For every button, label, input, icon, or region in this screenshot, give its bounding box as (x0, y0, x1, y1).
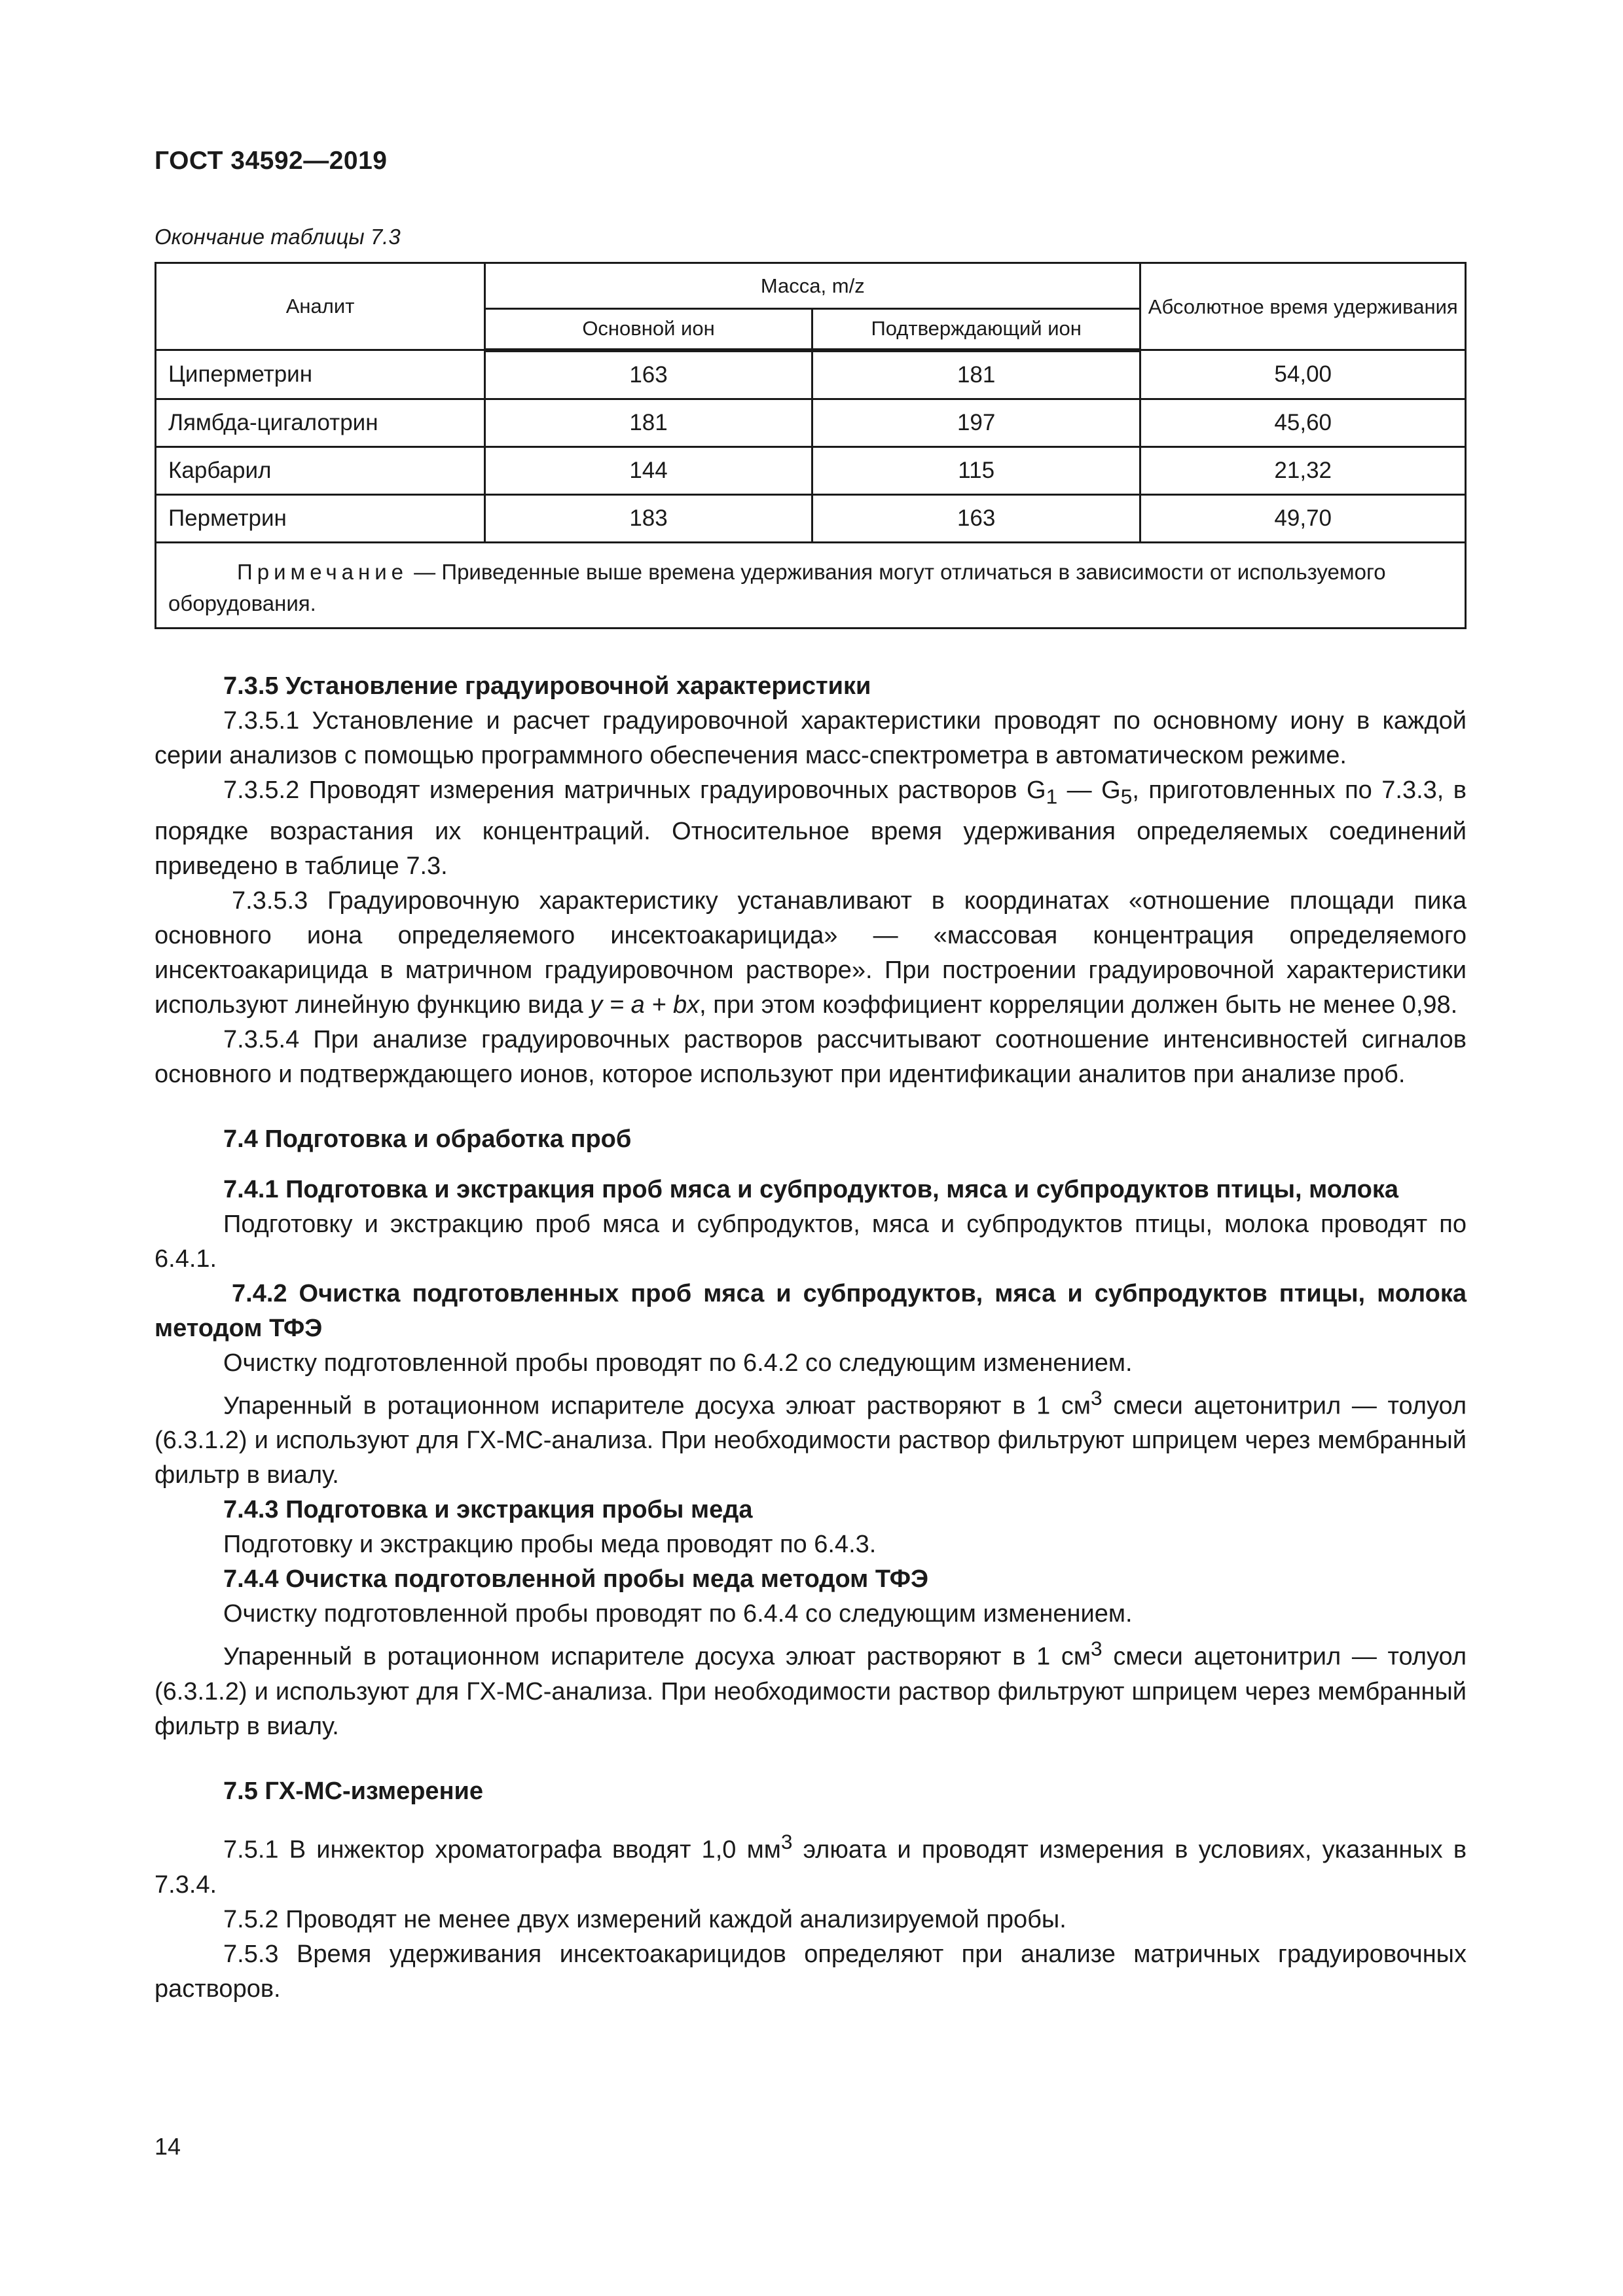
section-7-4-2-title: 7.4.2 Очистка подготовленных проб мяса и субпродуктов, мяса и субпродуктов птицы, молока методом ТФЭ (155, 1279, 1467, 1342)
header-confirm-ion: Подтверждающий ион (812, 309, 1140, 350)
document-body (155, 669, 1467, 2007)
paragraph-7-4-2-2: Упаренный в ротационном испарителе досуха элюат растворяют в 1 $см^3$ смеси ацетонитрил — толуол (6.3.1.2) и используют для ГХ-МС-анализа. При необходимости раствор фильтруют шприцем через мембранный фильтр в виалу. (155, 1385, 1467, 1489)
note-text: — Приведенные выше времена удерживания могут отличаться в зависимости от используемого оборудования. (168, 559, 1386, 615)
section-7-4-4-title: 7.4.4 Очистка подготовленной пробы меда методом ТФЭ (223, 1565, 929, 1594)
cell-confirm-ion: 181 (812, 350, 1140, 399)
paragraph-7-5-2: 7.5.2 Проводят не менее двух измерений каждой анализируемой пробы. (223, 1905, 1067, 1933)
cell-main-ion: 163 (485, 350, 812, 399)
table-row (156, 446, 1466, 494)
paragraph-7-4-4-1: Очистку подготовленной пробы проводят по 6.4.4 со следующим изменением. (223, 1600, 1133, 1628)
note-label: Примечание (237, 559, 409, 584)
cell-confirm-ion: 197 (812, 399, 1140, 446)
cell-analyte: Карбарил (156, 446, 485, 494)
header-analyte: Аналит (156, 263, 485, 350)
section-7-3-5-title: 7.3.5 Установление градуировочной характеристики (223, 672, 871, 700)
paragraph-7-4-2-1: Очистку подготовленной пробы проводят по 6.4.2 со следующим изменением. (223, 1349, 1133, 1377)
paragraph-7-4-1: Подготовку и экстракцию проб мяса и субпродуктов, мяса и субпродуктов птицы, молока проводят по 6.4.1. (155, 1210, 1467, 1273)
cell-analyte: Перметрин (156, 494, 485, 542)
data-table (155, 262, 1467, 629)
section-7-4-title: 7.4 Подготовка и обработка проб (223, 1125, 632, 1153)
page-number: 14 (155, 2133, 181, 2160)
header-main-ion: Основной ион (485, 309, 812, 350)
paragraph-7-4-4-2: Упаренный в ротационном испарителе досуха элюат растворяют в 1 $см^3$ смеси ацетонитрил — толуол (6.3.1.2) и используют для ГХ-МС-анализа. При необходимости раствор фильтруют шприцем через мембранный фильтр в виалу. (155, 1637, 1467, 1740)
paragraph-7-3-5-1: 7.3.5.1 Установление и расчет градуировочной характеристики проводят по основному иону в каждой серии анализов с помощью программного обеспечения масс-спектрометра в автоматическом режиме. (155, 707, 1467, 769)
paragraph-7-4-3: Подготовку и экстракцию пробы меда проводят по 6.4.3. (223, 1531, 877, 1559)
paragraph-7-3-5-3: 7.3.5.3 Градуировочную характеристику устанавливают в координатах «отношение площади пика основного иона определяемого инсектоакарицида» — «массовая концентрация определяемого инсектоакарицида в матричном градуировочном растворе». При построении градуировочной характеристики используют линейную функцию вида y = a + bx, при этом коэффициент корреляции должен быть не менее 0,98. (155, 886, 1467, 1019)
table-row (156, 350, 1466, 399)
cell-confirm-ion: 115 (812, 446, 1140, 494)
cell-confirm-ion: 163 (812, 494, 1140, 542)
formula: y = a + bx (590, 991, 700, 1019)
table-note (156, 542, 1466, 628)
cell-main-ion: 144 (485, 446, 812, 494)
document-header: ГОСТ 34592—2019 (155, 147, 388, 175)
cell-abs-time: 21,32 (1140, 446, 1466, 494)
paragraph-7-5-1: 7.5.1 В инжектор хроматографа вводят 1,0 $мм^3$ элюата и проводят измерения в условиях, указанных в 7.3.4. (155, 1829, 1467, 1899)
cell-main-ion: 181 (485, 399, 812, 446)
cell-analyte: Циперметрин (156, 350, 485, 399)
paragraph-7-3-5-4: 7.3.5.4 При анализе градуировочных растворов рассчитывают соотношение интенсивностей сигналов основного и подтверждающего ионов, которое используют при идентификации аналитов при анализе проб. (155, 1025, 1467, 1088)
cell-analyte: Лямбда-цигалотрин (156, 399, 485, 446)
cell-main-ion: 183 (485, 494, 812, 542)
table-row (156, 399, 1466, 446)
cell-abs-time: 45,60 (1140, 399, 1466, 446)
section-7-4-3-title: 7.4.3 Подготовка и экстракция пробы меда (223, 1496, 753, 1524)
paragraph-7-3-5-2: 7.3.5.2 Проводят измерения матричных градуировочных растворов $G_1$ — $G_5$, приготовленных по 7.3.3, в порядке возрастания их концентраций. Относительное время удерживания определяемых соединений приведено в таблице 7.3. (155, 776, 1467, 880)
section-7-4-1-title: 7.4.1 Подготовка и экстракция проб мяса и субпродуктов, мяса и субпродуктов птицы, молока (223, 1175, 1399, 1203)
paragraph-7-5-3: 7.5.3 Время удерживания инсектоакарицидов определяют при анализе матричных градуировочных растворов. (155, 1940, 1467, 2003)
section-7-5-title: 7.5 ГХ-МС-измерение (223, 1777, 484, 1805)
cell-abs-time: 49,70 (1140, 494, 1466, 542)
table-row (156, 494, 1466, 542)
table-caption: Окончание таблицы 7.3 (155, 225, 401, 249)
header-mass: Масса, m/z (485, 263, 1140, 309)
cell-abs-time: 54,00 (1140, 350, 1466, 399)
header-abs-time: Абсолютное время удерживания (1140, 263, 1466, 350)
